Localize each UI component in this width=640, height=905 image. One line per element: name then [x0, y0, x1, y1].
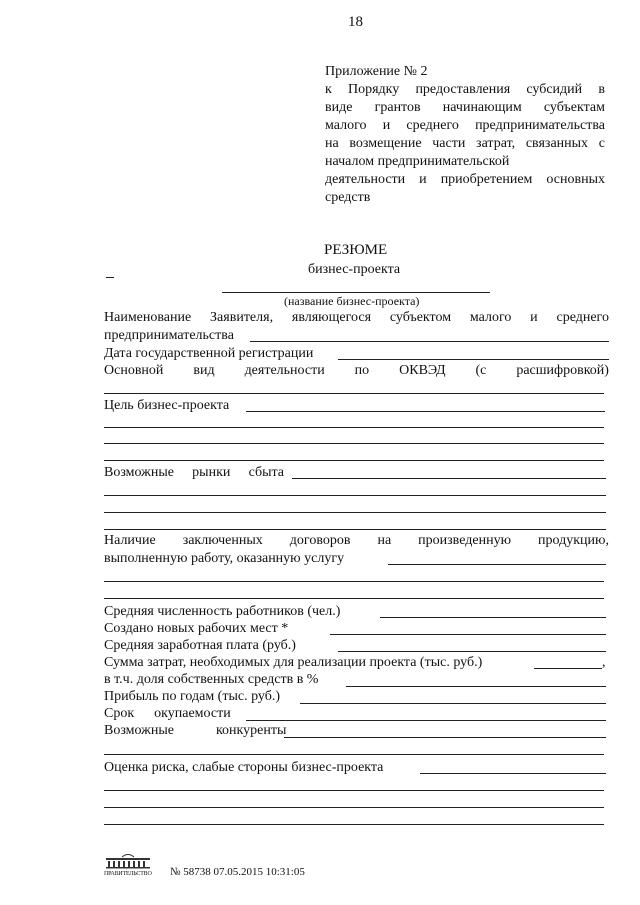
avg-salary-field[interactable] — [338, 651, 606, 652]
payback-label: Срок окупаемости — [104, 706, 231, 721]
appendix-line-7: средств — [325, 190, 371, 205]
markets-field-1[interactable] — [292, 478, 606, 479]
page-number: 18 — [348, 14, 363, 30]
new-jobs-field[interactable] — [330, 634, 606, 635]
contracts-field-1[interactable] — [388, 564, 606, 565]
project-name-line — [222, 292, 490, 293]
competitors-field-2[interactable] — [104, 754, 604, 755]
own-funds-label: в т.ч. доля собственных средств в % — [104, 672, 319, 687]
appendix-line-3: малого и среднего предпринимательства — [325, 118, 605, 133]
appendix-line-1: к Порядку предоставления субсидий в — [325, 82, 605, 97]
applicant-field[interactable] — [250, 341, 609, 342]
profit-field[interactable] — [300, 703, 606, 704]
contracts-field-3[interactable] — [104, 598, 604, 599]
risk-label: Оценка риска, слабые стороны бизнес-проекта — [104, 760, 384, 775]
resume-subtitle: бизнес-проекта — [308, 262, 401, 277]
competitors-label: Возможные конкуренты — [104, 723, 287, 738]
profit-label: Прибыль по годам (тыс. руб.) — [104, 689, 280, 704]
appendix-line-4: на возмещение части затрат, связанных с — [325, 136, 605, 151]
total-costs-field[interactable] — [534, 668, 602, 669]
markets-field-3[interactable] — [104, 512, 606, 513]
new-jobs-label: Создано новых рабочих мест * — [104, 621, 289, 636]
stray-mark — [106, 277, 114, 278]
contracts-label-line-2: выполненную работу, оказанную услугу — [104, 551, 345, 566]
resume-title: РЕЗЮМЕ — [324, 242, 388, 258]
appendix-line-6: деятельности и приобретением основных — [325, 172, 605, 187]
project-goal-label: Цель бизнес-проекта — [104, 398, 230, 413]
risk-field-3[interactable] — [104, 807, 604, 808]
payback-field[interactable] — [246, 720, 606, 721]
registration-date-field[interactable] — [338, 359, 609, 360]
total-costs-label: Сумма затрат, необходимых для реализации проекта (тыс. руб.) — [104, 655, 483, 670]
registration-date-label: Дата государственной регистрации — [104, 346, 314, 361]
markets-field-4[interactable] — [104, 529, 606, 530]
appendix-line-5: началом предпринимательской — [325, 154, 510, 169]
project-goal-field-1[interactable] — [246, 411, 605, 412]
project-goal-field-2[interactable] — [104, 427, 604, 428]
avg-salary-label: Средняя заработная плата (руб.) — [104, 638, 296, 653]
markets-field-2[interactable] — [104, 495, 606, 496]
risk-field-4[interactable] — [104, 824, 604, 825]
markets-label: Возможные рынки сбыта — [104, 465, 284, 480]
contracts-field-2[interactable] — [104, 581, 604, 582]
applicant-line-2: предпринимательства — [104, 328, 234, 343]
project-goal-field-4[interactable] — [104, 460, 604, 461]
okved-field[interactable] — [104, 393, 604, 394]
competitors-field-1[interactable] — [284, 737, 606, 738]
applicant-line-1: Наименование Заявителя, являющегося субъектом малого и среднего — [104, 310, 609, 325]
risk-field-2[interactable] — [104, 790, 604, 791]
avg-employees-label: Средняя численность работников (чел.) — [104, 604, 341, 619]
project-goal-field-3[interactable] — [104, 443, 604, 444]
avg-employees-field[interactable] — [380, 617, 606, 618]
appendix-line-2: виде грантов начинающим субъектам — [325, 100, 605, 115]
total-costs-comma: , — [602, 655, 606, 670]
contracts-label-line-1: Наличие заключенных договоров на произведенную продукцию, — [104, 533, 609, 548]
document-mark: № 58738 07.05.2015 10:31:05 — [170, 866, 305, 878]
appendix-title: Приложение № 2 — [325, 64, 428, 79]
stamp-caption: ПРАВИТЕЛЬСТВО — [104, 871, 152, 877]
okved-label: Основной вид деятельности по ОКВЭД (с расшифровкой) — [104, 363, 609, 378]
own-funds-field[interactable] — [346, 686, 606, 687]
risk-field-1[interactable] — [420, 773, 606, 774]
project-name-caption: (название бизнес-проекта) — [284, 294, 420, 308]
